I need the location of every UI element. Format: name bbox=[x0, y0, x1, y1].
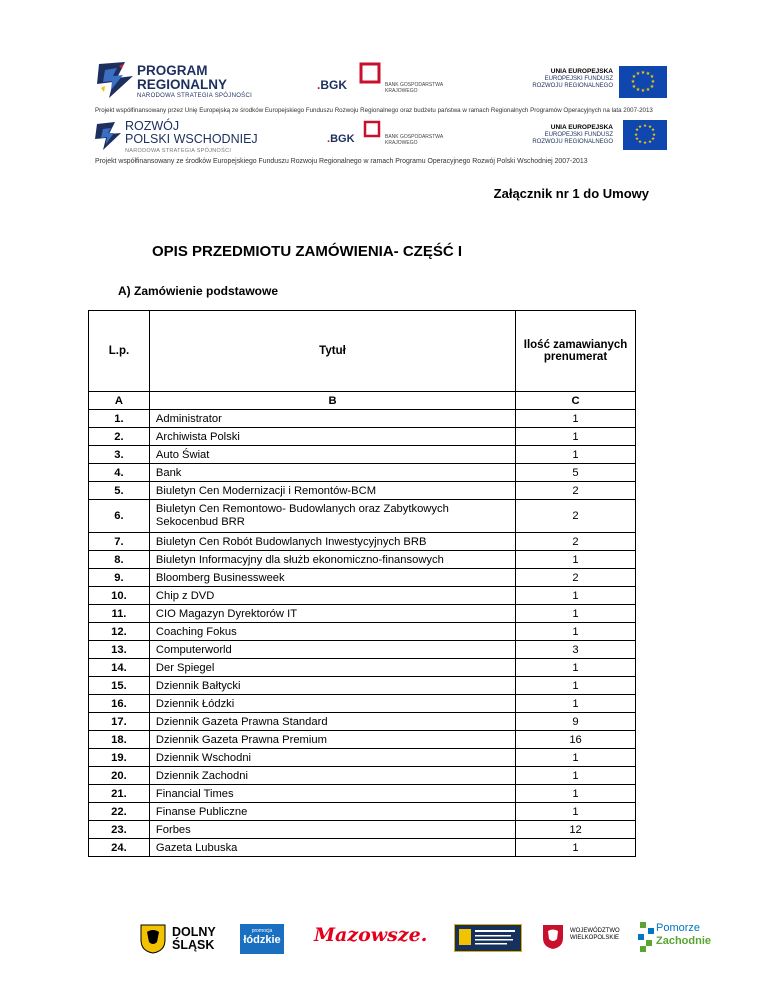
row-title: Auto Świat bbox=[149, 446, 515, 464]
eu-line-2: EUROPEJSKI FUNDUSZ bbox=[544, 76, 613, 82]
row-qty: 1 bbox=[516, 587, 636, 605]
svg-text:★: ★ bbox=[637, 125, 643, 130]
row-qty: 1 bbox=[516, 839, 636, 857]
row-lp: 22. bbox=[89, 803, 150, 821]
row-title: Dziennik Zachodni bbox=[149, 767, 515, 785]
program-subtitle: NARODOWA STRATEGIA SPÓJNOŚCI bbox=[137, 93, 253, 99]
row-title: Biuletyn Cen Modernizacji i Remontów-BCM bbox=[149, 482, 515, 500]
dolny-slask-crest-icon bbox=[140, 924, 166, 954]
svg-text:★: ★ bbox=[635, 71, 641, 77]
row-title: Dziennik Bałtycki bbox=[149, 677, 515, 695]
svg-text:★: ★ bbox=[635, 87, 641, 93]
table-row bbox=[89, 428, 636, 446]
table-row bbox=[89, 749, 636, 767]
bgk-full-name-2 bbox=[385, 134, 443, 146]
row-title: Biuletyn Informacyjny dla służb ekonomiczno-finansowych bbox=[149, 551, 515, 569]
row-lp: 1. bbox=[89, 410, 150, 428]
row-lp: 12. bbox=[89, 623, 150, 641]
table-row bbox=[89, 731, 636, 749]
eu-label bbox=[513, 68, 613, 90]
header-lp: L.p. bbox=[89, 311, 150, 392]
table-row bbox=[89, 713, 636, 731]
pomorze-zachodnie-name bbox=[656, 922, 711, 948]
row-title: Computerworld bbox=[149, 641, 515, 659]
row-title-line-2: Sekocenbud BRR bbox=[155, 516, 245, 528]
row-title: Archiwista Polski bbox=[149, 428, 515, 446]
pomorze-line-1: Pomorze bbox=[656, 922, 701, 934]
row-qty: 2 bbox=[516, 533, 636, 551]
table-row bbox=[89, 533, 636, 551]
header-logos-row-2 bbox=[95, 120, 675, 156]
footer-logos bbox=[0, 920, 768, 960]
eu-line-3: ROZWOJU REGIONALNEGO bbox=[532, 83, 613, 89]
row-lp: 8. bbox=[89, 551, 150, 569]
svg-text:★: ★ bbox=[650, 137, 656, 142]
bgk-full-line-1: BANK GOSPODARSTWA bbox=[385, 82, 444, 88]
svg-text:★: ★ bbox=[633, 133, 639, 138]
svg-text:★: ★ bbox=[640, 70, 646, 76]
row-qty: 1 bbox=[516, 551, 636, 569]
lodzkie-label: łódzkie bbox=[243, 934, 281, 946]
mazowsze-logo bbox=[314, 924, 427, 946]
svg-text:★: ★ bbox=[649, 74, 655, 80]
row-qty: 1 bbox=[516, 695, 636, 713]
row-title: Bloomberg Businessweek bbox=[149, 569, 515, 587]
column-letter-a: A bbox=[89, 392, 150, 410]
section-title: A) Zamówienie podstawowe bbox=[118, 284, 279, 298]
table-row bbox=[89, 500, 636, 533]
eu-2-line-3: ROZWOJU REGIONALNEGO bbox=[532, 139, 613, 145]
rpw-subtitle: NARODOWA STRATEGIA SPÓJNOŚCI bbox=[125, 148, 232, 154]
rpw-line-2: POLSKI WSCHODNIEJ bbox=[125, 132, 258, 146]
bgk-label-text: BGK bbox=[320, 78, 348, 92]
svg-text:★: ★ bbox=[650, 128, 656, 133]
row-title-line-1: Biuletyn Cen Remontowo- Budowlanych oraz Zabytkowych bbox=[155, 503, 449, 515]
bgk-full-2-line-2: KRAJOWEGO bbox=[385, 140, 418, 146]
pomorze-line-2: Zachodnie bbox=[656, 935, 712, 947]
svg-text:★: ★ bbox=[637, 140, 643, 145]
table-row bbox=[89, 551, 636, 569]
header-caption-1: Projekt współfinansowany przez Unię Europejską ze środków Europejskiego Funduszu Rozwoju Regionalnego oraz budżetu państwa w ramach Regionalnych Programów Operacyjnych na lata 2007-2013 bbox=[95, 107, 653, 114]
row-qty: 9 bbox=[516, 713, 636, 731]
dolny-slask-name bbox=[172, 926, 216, 952]
row-title: Coaching Fokus bbox=[149, 623, 515, 641]
bgk-label-2-text: BGK bbox=[330, 133, 355, 145]
row-title: Finanse Publiczne bbox=[149, 803, 515, 821]
pomorskie-logo-icon bbox=[454, 924, 522, 952]
row-title: CIO Magazyn Dyrektorów IT bbox=[149, 605, 515, 623]
rpw-line-1: ROZWÓJ bbox=[125, 119, 180, 133]
row-qty: 1 bbox=[516, 749, 636, 767]
svg-text:★: ★ bbox=[650, 79, 656, 85]
row-qty: 2 bbox=[516, 500, 636, 533]
row-lp: 7. bbox=[89, 533, 150, 551]
bgk-label-2: .BGK bbox=[327, 133, 355, 145]
row-lp: 19. bbox=[89, 749, 150, 767]
table-row bbox=[89, 641, 636, 659]
row-title: Dziennik Gazeta Prawna Premium bbox=[149, 731, 515, 749]
row-lp: 18. bbox=[89, 731, 150, 749]
program-regionalny-name bbox=[137, 64, 227, 92]
wielkopolskie-crest-icon bbox=[542, 924, 564, 950]
program-name-line-2: REGIONALNY bbox=[137, 77, 228, 92]
row-title: Financial Times bbox=[149, 785, 515, 803]
row-qty: 1 bbox=[516, 785, 636, 803]
table-row bbox=[89, 587, 636, 605]
bgk-full-2-line-1: BANK GOSPODARSTWA bbox=[385, 134, 444, 140]
column-letter-b: B bbox=[149, 392, 515, 410]
header-title: Tytuł bbox=[149, 311, 515, 392]
row-qty: 2 bbox=[516, 569, 636, 587]
row-lp: 15. bbox=[89, 677, 150, 695]
row-qty: 1 bbox=[516, 605, 636, 623]
rozwoj-polski-wschodniej-logo-icon bbox=[95, 122, 123, 152]
row-lp: 2. bbox=[89, 428, 150, 446]
row-qty: 1 bbox=[516, 410, 636, 428]
table-row bbox=[89, 623, 636, 641]
svg-text:★: ★ bbox=[647, 125, 653, 130]
row-lp: 13. bbox=[89, 641, 150, 659]
svg-text:★: ★ bbox=[631, 84, 637, 90]
svg-text:★: ★ bbox=[651, 133, 657, 138]
row-title bbox=[149, 500, 515, 533]
table-row bbox=[89, 785, 636, 803]
row-lp: 10. bbox=[89, 587, 150, 605]
row-lp: 24. bbox=[89, 839, 150, 857]
header-qty-line-2: prenumerat bbox=[543, 351, 608, 363]
table-row bbox=[89, 803, 636, 821]
eu-flag-icon bbox=[619, 66, 667, 98]
bgk-logo-icon-2 bbox=[363, 120, 381, 143]
row-lp: 21. bbox=[89, 785, 150, 803]
row-qty: 3 bbox=[516, 641, 636, 659]
eu-line-1: UNIA EUROPEJSKA bbox=[550, 68, 613, 75]
page-title: OPIS PRZEDMIOTU ZAMÓWIENIA- CZĘŚĆ I bbox=[152, 243, 462, 260]
row-title: Administrator bbox=[149, 410, 515, 428]
table-row bbox=[89, 410, 636, 428]
row-title: Forbes bbox=[149, 821, 515, 839]
wielko-line-2: WIELKOPOLSKIE bbox=[570, 935, 620, 941]
program-regionalny-logo-icon bbox=[95, 60, 137, 100]
pomorze-zachodnie-logo bbox=[636, 920, 712, 959]
row-qty: 16 bbox=[516, 731, 636, 749]
bgk-logo-icon bbox=[359, 62, 381, 89]
table-row bbox=[89, 569, 636, 587]
row-lp: 4. bbox=[89, 464, 150, 482]
column-letter-c: C bbox=[516, 392, 636, 410]
svg-text:★: ★ bbox=[630, 79, 636, 85]
annex-label: Załącznik nr 1 do Umowy bbox=[493, 186, 649, 201]
table-row bbox=[89, 677, 636, 695]
dolny-line-1: DOLNY bbox=[172, 925, 216, 939]
bgk-label: .BGK bbox=[317, 78, 348, 92]
row-title: Dziennik Łódzki bbox=[149, 695, 515, 713]
table-row bbox=[89, 821, 636, 839]
subscriptions-table bbox=[88, 310, 636, 857]
svg-text:★: ★ bbox=[631, 74, 637, 80]
svg-text:★: ★ bbox=[642, 141, 648, 146]
row-lp: 16. bbox=[89, 695, 150, 713]
row-title: Gazeta Lubuska bbox=[149, 839, 515, 857]
row-lp: 14. bbox=[89, 659, 150, 677]
table-row bbox=[89, 659, 636, 677]
row-title: Chip z DVD bbox=[149, 587, 515, 605]
lodzkie-small-label: promocja bbox=[251, 928, 273, 934]
row-lp: 20. bbox=[89, 767, 150, 785]
row-lp: 11. bbox=[89, 605, 150, 623]
eu-flag-icon-2 bbox=[623, 120, 667, 150]
table-row bbox=[89, 446, 636, 464]
program-name-line-1: PROGRAM bbox=[137, 63, 208, 78]
wielko-line-1: WOJEWÓDZTWO bbox=[570, 928, 620, 934]
row-lp: 6. bbox=[89, 500, 150, 533]
row-qty: 1 bbox=[516, 767, 636, 785]
pomorze-zachodnie-mark-icon bbox=[636, 920, 658, 954]
row-qty: 1 bbox=[516, 446, 636, 464]
row-qty: 1 bbox=[516, 428, 636, 446]
eu-2-line-2: EUROPEJSKI FUNDUSZ bbox=[544, 132, 613, 138]
header-caption-2: Projekt współfinansowany ze środków Europejskiego Funduszu Rozwoju Regionalnego w ramach Programu Operacyjnego Rozwój Polski Wschodniej 2007-2013 bbox=[95, 158, 588, 165]
dolny-line-2: ŚLĄSK bbox=[172, 938, 215, 952]
wielkopolskie-logo bbox=[542, 924, 620, 955]
svg-text:★: ★ bbox=[642, 124, 648, 129]
row-qty: 1 bbox=[516, 803, 636, 821]
svg-text:★: ★ bbox=[647, 140, 653, 145]
table-row bbox=[89, 839, 636, 857]
svg-text:★: ★ bbox=[645, 87, 651, 93]
svg-text:★: ★ bbox=[634, 137, 640, 142]
svg-text:★: ★ bbox=[640, 88, 646, 94]
dolny-slask-logo bbox=[140, 924, 216, 959]
header-logos-row-1 bbox=[95, 58, 675, 106]
row-lp: 17. bbox=[89, 713, 150, 731]
table-row bbox=[89, 695, 636, 713]
row-lp: 3. bbox=[89, 446, 150, 464]
svg-text:★: ★ bbox=[649, 84, 655, 90]
column-letters-row bbox=[89, 392, 636, 410]
wielkopolskie-name bbox=[570, 928, 620, 942]
row-title: Der Spiegel bbox=[149, 659, 515, 677]
eu-2-line-1: UNIA EUROPEJSKA bbox=[550, 124, 613, 131]
row-title: Bank bbox=[149, 464, 515, 482]
bgk-full-name bbox=[385, 82, 443, 94]
row-qty: 2 bbox=[516, 482, 636, 500]
row-title: Dziennik Gazeta Prawna Standard bbox=[149, 713, 515, 731]
row-lp: 9. bbox=[89, 569, 150, 587]
row-title: Dziennik Wschodni bbox=[149, 749, 515, 767]
svg-text:★: ★ bbox=[645, 71, 651, 77]
row-qty: 1 bbox=[516, 623, 636, 641]
row-qty: 1 bbox=[516, 659, 636, 677]
table-row bbox=[89, 464, 636, 482]
svg-text:★: ★ bbox=[634, 128, 640, 133]
row-qty: 12 bbox=[516, 821, 636, 839]
lodzkie-logo bbox=[240, 924, 284, 954]
bgk-full-line-2: KRAJOWEGO bbox=[385, 88, 418, 94]
row-qty: 5 bbox=[516, 464, 636, 482]
eu-label-2 bbox=[513, 124, 613, 146]
rozwoj-polski-wschodniej-name bbox=[125, 120, 258, 146]
header-qty-line-1: Ilość zamawianych bbox=[523, 339, 628, 351]
mazowsze-label: Mazowsze. bbox=[314, 924, 428, 946]
header-qty bbox=[516, 311, 636, 392]
table-row bbox=[89, 605, 636, 623]
row-qty: 1 bbox=[516, 677, 636, 695]
table-header-row bbox=[89, 311, 636, 392]
row-title: Biuletyn Cen Robót Budowlanych Inwestycyjnych BRB bbox=[149, 533, 515, 551]
table-row bbox=[89, 767, 636, 785]
row-lp: 23. bbox=[89, 821, 150, 839]
row-lp: 5. bbox=[89, 482, 150, 500]
table-row bbox=[89, 482, 636, 500]
